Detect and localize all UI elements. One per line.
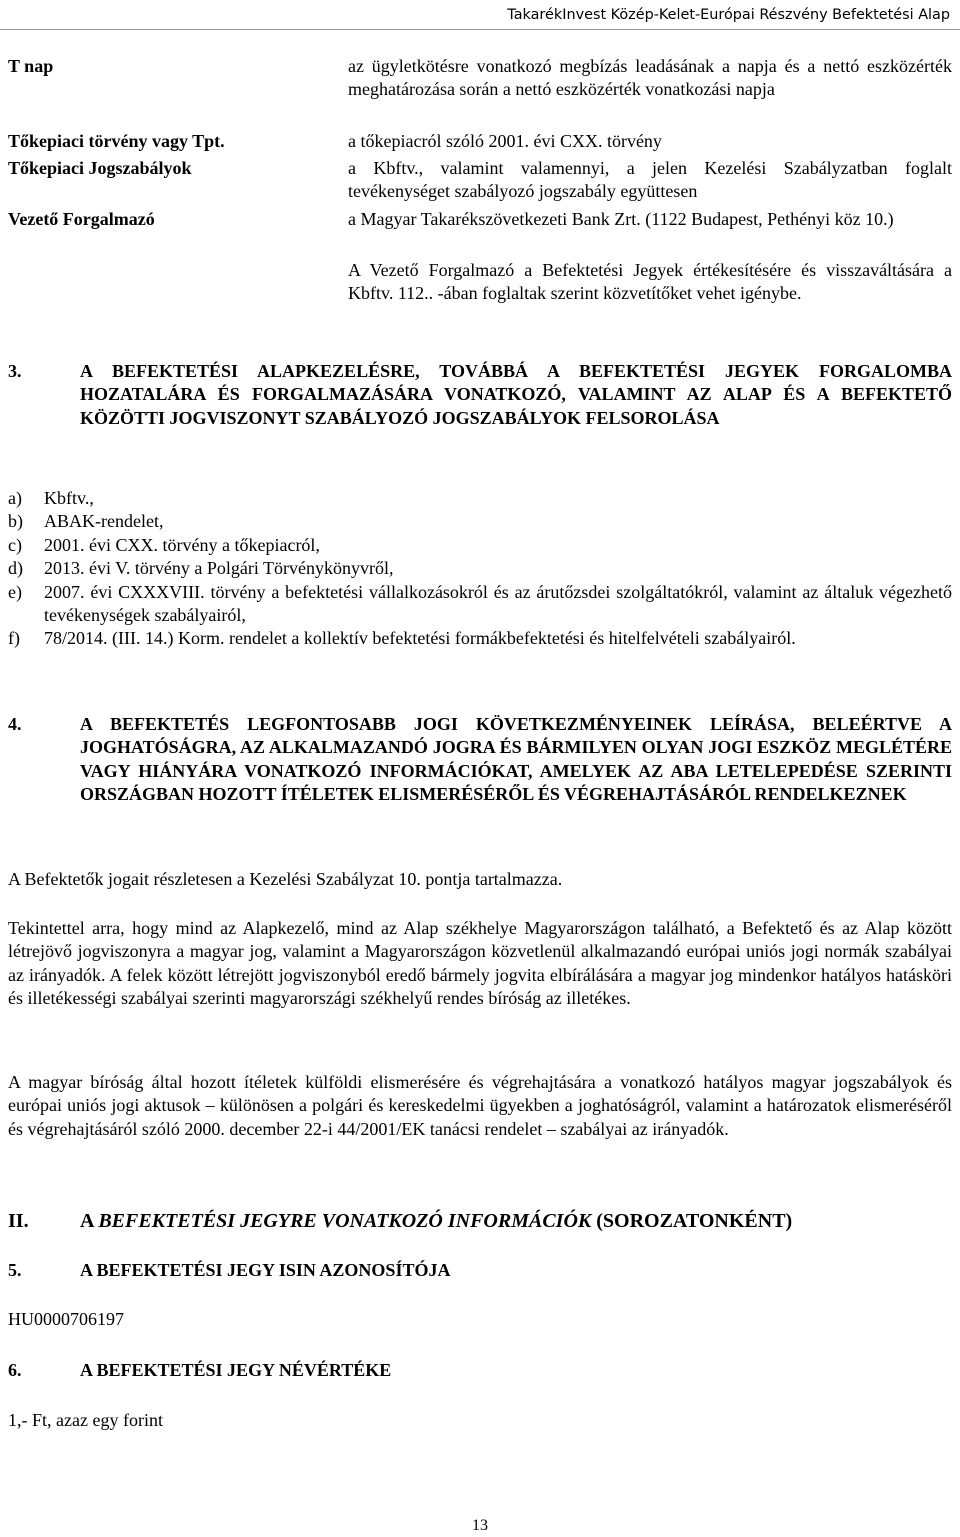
section-3-title: A BEFEKTETÉSI ALAPKEZELÉSRE, TOVÁBBÁ A BEFEKTETÉSI JEGYEK FORGALOMBA HOZATALÁRA ÉS FORGALMAZÁSÁRA VONATKOZÓ, VALAMINT AZ ALAP ÉS A BEFEKTETŐ KÖZÖTTI JOGVISZONYT SZABÁLYOZÓ JOGSZABÁLYOK FELSOROLÁSA — [80, 361, 952, 428]
section-5-title: A BEFEKTETÉSI JEGY ISIN AZONOSÍTÓJA — [80, 1260, 451, 1280]
definition-term-tokepiaci-torveny-text: Tőkepiaci törvény vagy Tpt. — [8, 131, 225, 151]
section-3-legislation-list — [8, 487, 952, 651]
nominal-value: 1,- Ft, azaz egy forint — [8, 1410, 163, 1430]
section-6-title: A BEFEKTETÉSI JEGY NÉVÉRTÉKE — [80, 1360, 392, 1380]
list-item — [8, 581, 952, 628]
list-item — [8, 510, 952, 533]
list-marker: c) — [8, 534, 22, 555]
definition-desc-t-nap: az ügyletkötésre vonatkozó megbízás leadásának a napja és a nettó eszközérték meghatározása során a nettó eszközérték vonatkozási napja — [348, 56, 952, 100]
list-marker: b) — [8, 511, 23, 532]
section-II-title-italic: BEFEKTETÉSI JEGYRE VONATKOZÓ INFORMÁCIÓK — [98, 1210, 592, 1232]
list-marker: e) — [8, 581, 22, 602]
section-3-heading — [8, 360, 952, 430]
page-number: 13 — [472, 1517, 488, 1534]
list-item-text: 2013. évi V. törvény a Polgári Törvénykönyvről, — [44, 558, 394, 579]
vezeto-forgalmazo-note: A Vezető Forgalmazó a Befektetési Jegyek értékesítésére és visszaváltására a Kbftv. 112.. -ában foglaltak szerint közvetítőket vehet igénybe. — [348, 260, 952, 304]
definition-desc-vezeto-forgalmazo: a Magyar Takarékszövetkezeti Bank Zrt. (1122 Budapest, Pethényi köz 10.) — [348, 209, 894, 229]
section-3-number: 3. — [8, 361, 22, 381]
list-item — [8, 487, 952, 510]
section-II-title-suffix: (SOROZATONKÉNT) — [596, 1210, 793, 1232]
section-4-title: A BEFEKTETÉS LEGFONTOSABB JOGI KÖVETKEZMÉNYEINEK LEÍRÁSA, BELEÉRTVE A JOGHATÓSÁGRA, AZ ALKALMAZANDÓ JOGRA ÉS BÁRMILYEN OLYAN JOGI ESZKÖZ MEGLÉTÉRE VAGY HIÁNYÁRA VONATKOZÓ INFORMÁCIÓKAT, AMELYEK AZ ABA LETELEPEDÉSE SZERINTI ORSZÁGBAN HOZOTT ÍTÉLETEK ELISMERÉSÉRŐL ÉS VÉGREHAJTÁSÁRÓL RENDELKEZNEK — [80, 714, 952, 805]
definition-term-tokepiaci-jogszabalyok: Tőkepiaci Jogszabályok — [8, 158, 192, 178]
list-item — [8, 627, 952, 650]
isin-value: HU0000706197 — [8, 1309, 124, 1329]
section-4-heading — [8, 713, 952, 807]
list-item-text: 2007. évi CXXXVIII. törvény a befektetési vállalkozásokról és az árutőzsdei szolgáltatókról, valamint az általuk végezhető tevékenységek szabályairól, — [44, 581, 952, 625]
section-4-paragraph-3: A magyar bíróság által hozott ítéletek külföldi elismerésére és végrehajtására a vonatkozó hatályos magyar jogszabályok és európai uniós jogi aktusok – különösen a polgári és kereskedelmi ügyekben a joghatóságról, valamint a határozatok elismeréséről és végrehajtásáról szóló 2000. december 22-i 44/2001/EK tanácsi rendelet – szabályai az irányadók. — [8, 1072, 952, 1139]
list-item-text: Kbftv., — [44, 488, 94, 508]
definition-term-tokepiaci-torveny — [8, 130, 225, 153]
section-5-number: 5. — [8, 1260, 22, 1280]
section-II-title-prefix: A — [80, 1210, 94, 1232]
section-4-number: 4. — [8, 714, 22, 734]
section-II-number: II. — [8, 1210, 29, 1232]
list-item-text: 78/2014. (III. 14.) Korm. rendelet a kollektív befektetési formákbefektetési és hitelfelvételi szabályairól. — [44, 628, 796, 649]
section-4-paragraph-2: Tekintettel arra, hogy mind az Alapkezelő, mind az Alap székhelye Magyarországon található, a Befektető és az Alap között létrejövő jogviszonyra a magyar jog, valamint a Magyarországon közvetlenül alkalmazandó európai uniós jogi normák szabályai az irányadók. A felek között létrejött jogviszonyból eredő bármely jogvita elbírálására a magyar jog mindenkor hatályos hatásköri és illetékességi szabályai szerinti magyarországi székhelyű rendes bíróság az illetékes. — [8, 918, 952, 1009]
definition-desc-tokepiaci-jogszabalyok: a Kbftv., valamint valamennyi, a jelen Kezelési Szabályzatban foglalt tevékenységet szabályozó jogszabály együttesen — [348, 158, 952, 202]
section-II-heading — [8, 1208, 952, 1234]
list-marker: d) — [8, 558, 23, 579]
list-marker: f) — [8, 628, 20, 649]
section-6-number: 6. — [8, 1360, 22, 1380]
list-item — [8, 534, 952, 557]
section-II-title — [80, 1208, 952, 1234]
definition-term-t-nap: T nap — [8, 56, 54, 76]
list-item-text: ABAK-rendelet, — [44, 511, 164, 532]
definition-desc-tokepiaci-torveny: a tőkepiacról szóló 2001. évi CXX. törvény — [348, 131, 662, 151]
document-header-title: TakarékInvest Közép-Kelet-Európai Részvény Befektetési Alap — [0, 0, 960, 30]
section-4-paragraph-1: A Befektetők jogait részletesen a Kezelési Szabályzat 10. pontja tartalmazza. — [8, 869, 563, 889]
list-item-text: 2001. évi CXX. törvény a tőkepiacról, — [44, 534, 320, 555]
section-5-heading — [8, 1259, 952, 1282]
section-6-heading — [8, 1359, 952, 1382]
definition-term-vezeto-forgalmazo: Vezető Forgalmazó — [8, 209, 155, 229]
list-item — [8, 557, 952, 580]
list-marker: a) — [8, 488, 22, 508]
